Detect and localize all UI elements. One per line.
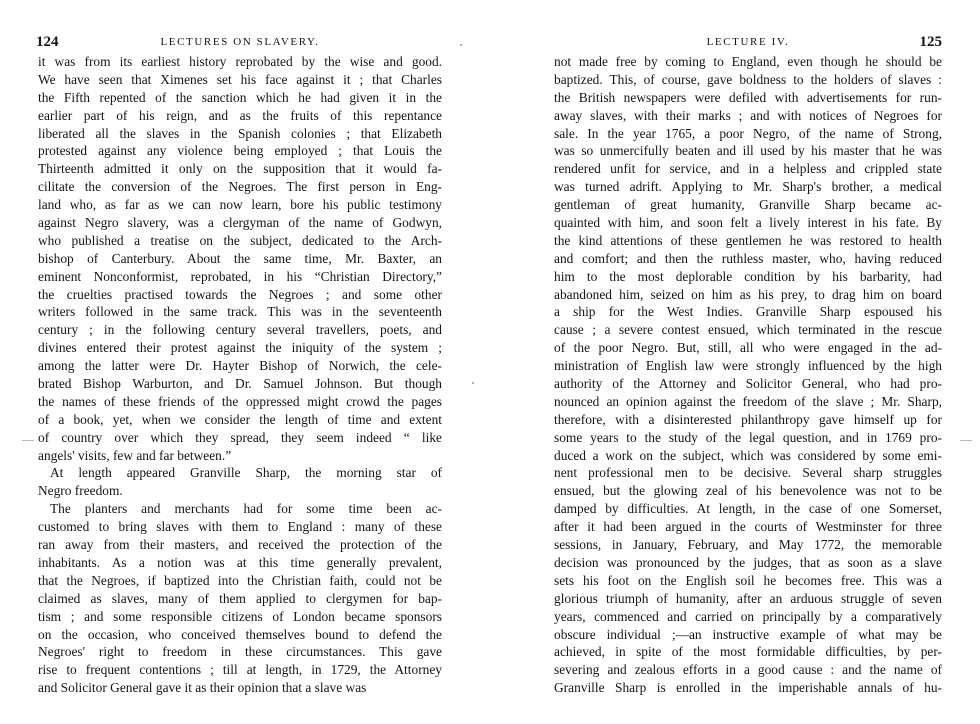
text-line: not made free by coming to England, even though he should be xyxy=(554,54,942,69)
text-line: century ; in the following century several travellers, poets, and xyxy=(38,322,442,338)
text-line: and Solicitor General gave it as their opinion that a slave was xyxy=(38,680,367,696)
text-line: sets his foot on the English soil he becomes free. This was a xyxy=(554,572,942,588)
text-line: rendered unfit for service, and in a helpless and crippled state xyxy=(554,161,942,177)
text-line: divines entered their protest against the iniquity of the system ; xyxy=(38,340,442,356)
text-line: baptized. This, of course, gave boldness to the holders of slaves : xyxy=(554,71,942,87)
text-line: earlier part of his reign, and as the fruits of this repentance xyxy=(38,107,442,123)
text-line: the names of these friends of the oppressed might crowd the pages xyxy=(38,393,442,409)
text-line: angels' visits, few and far between.” xyxy=(38,447,232,463)
text-line: after it had been argued in the courts of Westminster for three xyxy=(554,519,942,535)
text-line: claimed as slaves, many of them applied to clergymen for bap- xyxy=(38,590,442,606)
text-line: was so unmercifully beaten and ill used by his master that he was xyxy=(554,143,942,159)
right-page-number: 125 xyxy=(919,34,942,50)
text-line: bishop of Canterbury. About the same time, Mr. Baxter, an xyxy=(38,250,442,266)
left-page-header xyxy=(36,34,444,52)
right-running-head: LECTURE IV. xyxy=(706,36,790,48)
text-line: obscure individual ;—an instructive example of what may be xyxy=(554,626,942,642)
text-line: of country over which they spread, they seem indeed “ like xyxy=(38,429,442,445)
text-line: against Negro slavery, was a clergyman of the name of Godwyn, xyxy=(38,215,442,231)
text-line: land who, as far as we can now learn, bore his public testimony xyxy=(38,197,442,213)
text-line: severing and zealous efforts in a good cause : and the name of xyxy=(554,662,942,678)
right-page-header xyxy=(554,34,942,52)
text-line: some years to the study of the legal question, and in 1769 pro- xyxy=(554,429,942,445)
text-line: rise to frequent contentions ; till at length, in 1729, the Attorney xyxy=(38,662,442,678)
text-line: the kind attentions of these gentlemen he was restored to health xyxy=(554,232,942,248)
text-line: a ship for the West Indies. Granville Sharp espoused his xyxy=(554,304,942,320)
text-line: and comfort; and then the ruthless master, who, having reduced xyxy=(554,250,942,266)
text-line: who published a treatise on the subject, dedicated to the Arch- xyxy=(38,232,442,248)
text-line: the cruelties practised towards the Negroes ; and some other xyxy=(38,286,442,302)
left-page-number: 124 xyxy=(36,34,59,50)
left-running-head: LECTURES ON SLAVERY. xyxy=(160,36,320,48)
text-line: on the occasion, who conceived themselves bound to defend the xyxy=(38,626,442,642)
text-line: of a book, yet, when we consider the length of time and extent xyxy=(38,411,442,427)
text-line: The planters and merchants had for some time been ac- xyxy=(50,501,442,517)
right-page-body xyxy=(554,53,942,697)
text-line: At length appeared Granville Sharp, the morning star of xyxy=(50,465,442,481)
text-line: customed to bring slaves with them to England : many of these xyxy=(38,519,442,535)
text-line: the Fifth repented of the sanction which he had given it in the xyxy=(38,89,442,105)
text-line: authority of the Attorney and Solicitor General, who had pro- xyxy=(554,376,942,392)
text-line: Negro freedom. xyxy=(38,483,123,499)
text-line: liberated all the slaves in the Spanish colonies ; that Elizabeth xyxy=(38,125,442,141)
left-page-body xyxy=(38,53,442,697)
text-line: Granville Sharp is enrolled in the imperishable annals of hu- xyxy=(554,680,942,696)
text-line: quainted with him, and soon felt a lively interest in his fate. By xyxy=(554,215,942,231)
text-line: cilitate the conversion of the Negroes. The first person in Eng- xyxy=(38,179,442,195)
text-line: cause ; a severe contest ensued, which terminated in the rescue xyxy=(554,322,942,338)
text-line: decision was pronounced by the judges, that as soon as a slave xyxy=(554,554,942,570)
text-line: ran away from their masters, and received the protection of the xyxy=(38,537,442,553)
text-line: him to the most deplorable condition by his barbarity, had xyxy=(554,268,942,284)
text-line: damped by difficulties. At length, in the case of one Somerset, xyxy=(554,501,942,517)
text-line: eminent Nonconformist, reprobated, in his “Christian Directory,” xyxy=(38,268,442,284)
text-line: Thirteenth admitted it only on the supposition that it would fa- xyxy=(38,161,442,177)
text-line: protested against any violence being employed ; that Louis the xyxy=(38,143,442,159)
text-line: abandoned him, seized on him as his prey, to drag him on board xyxy=(554,286,942,302)
text-line: nent professional men to be decisive. Several sharp struggles xyxy=(554,465,942,481)
text-line: writers followed in the same track. This was in the seventeenth xyxy=(38,304,442,320)
text-line: tism ; and some responsible citizens of London became sponsors xyxy=(38,608,442,624)
text-line: the British newspapers were defiled with advertisements for run- xyxy=(554,89,942,105)
text-line: it was from its earliest history reprobated by the wise and good. xyxy=(38,54,442,69)
text-line: therefore, with a disinterested philanthropy gave himself up for xyxy=(554,411,942,427)
text-line: duced a work on the subject, which was considered by some emi- xyxy=(554,447,942,463)
text-line: sale. In the year 1765, a poor Negro, of the name of Strong, xyxy=(554,125,942,141)
text-line: inhabitants. As a notion was at this time generally prevalent, xyxy=(38,554,442,570)
text-line: gentleman of great humanity, Granville Sharp became ac- xyxy=(554,197,942,213)
text-line: Negroes' right to freedom in these circumstances. This gave xyxy=(38,644,442,660)
text-line: ensued, but the glowing zeal of his benevolence was not to be xyxy=(554,483,942,499)
text-line: away slaves, with their marks ; and with notices of Negroes for xyxy=(554,107,942,123)
right-page xyxy=(490,0,980,724)
text-line: brated Bishop Warburton, and Dr. Samuel Johnson. But though xyxy=(38,376,442,392)
text-line: that the Negroes, if baptized into the Christian faith, could not be xyxy=(38,572,442,588)
text-line: among the latter were Dr. Hayter Bishop of Norwich, the cele- xyxy=(38,358,442,374)
text-line: nounced an opinion against the freedom of the slave ; Mr. Sharp, xyxy=(554,393,942,409)
text-line: glorious triumph of humanity, after an arduous struggle of seven xyxy=(554,590,942,606)
text-line: ministration of English law were strongly influenced by the high xyxy=(554,358,942,374)
text-line: sessions, in January, February, and May 1772, the memorable xyxy=(554,537,942,553)
text-line: We have seen that Ximenes set his face against it ; that Charles xyxy=(38,71,442,87)
text-line: of the poor Negro. But, still, all who were engaged in the ad- xyxy=(554,340,942,356)
text-line: achieved, in spite of the most formidable difficulties, by per- xyxy=(554,644,942,660)
text-line: years, commenced and carried on principally by a comparatively xyxy=(554,608,942,624)
text-line: was turned adrift. Applying to Mr. Sharp's brother, a medical xyxy=(554,179,942,195)
